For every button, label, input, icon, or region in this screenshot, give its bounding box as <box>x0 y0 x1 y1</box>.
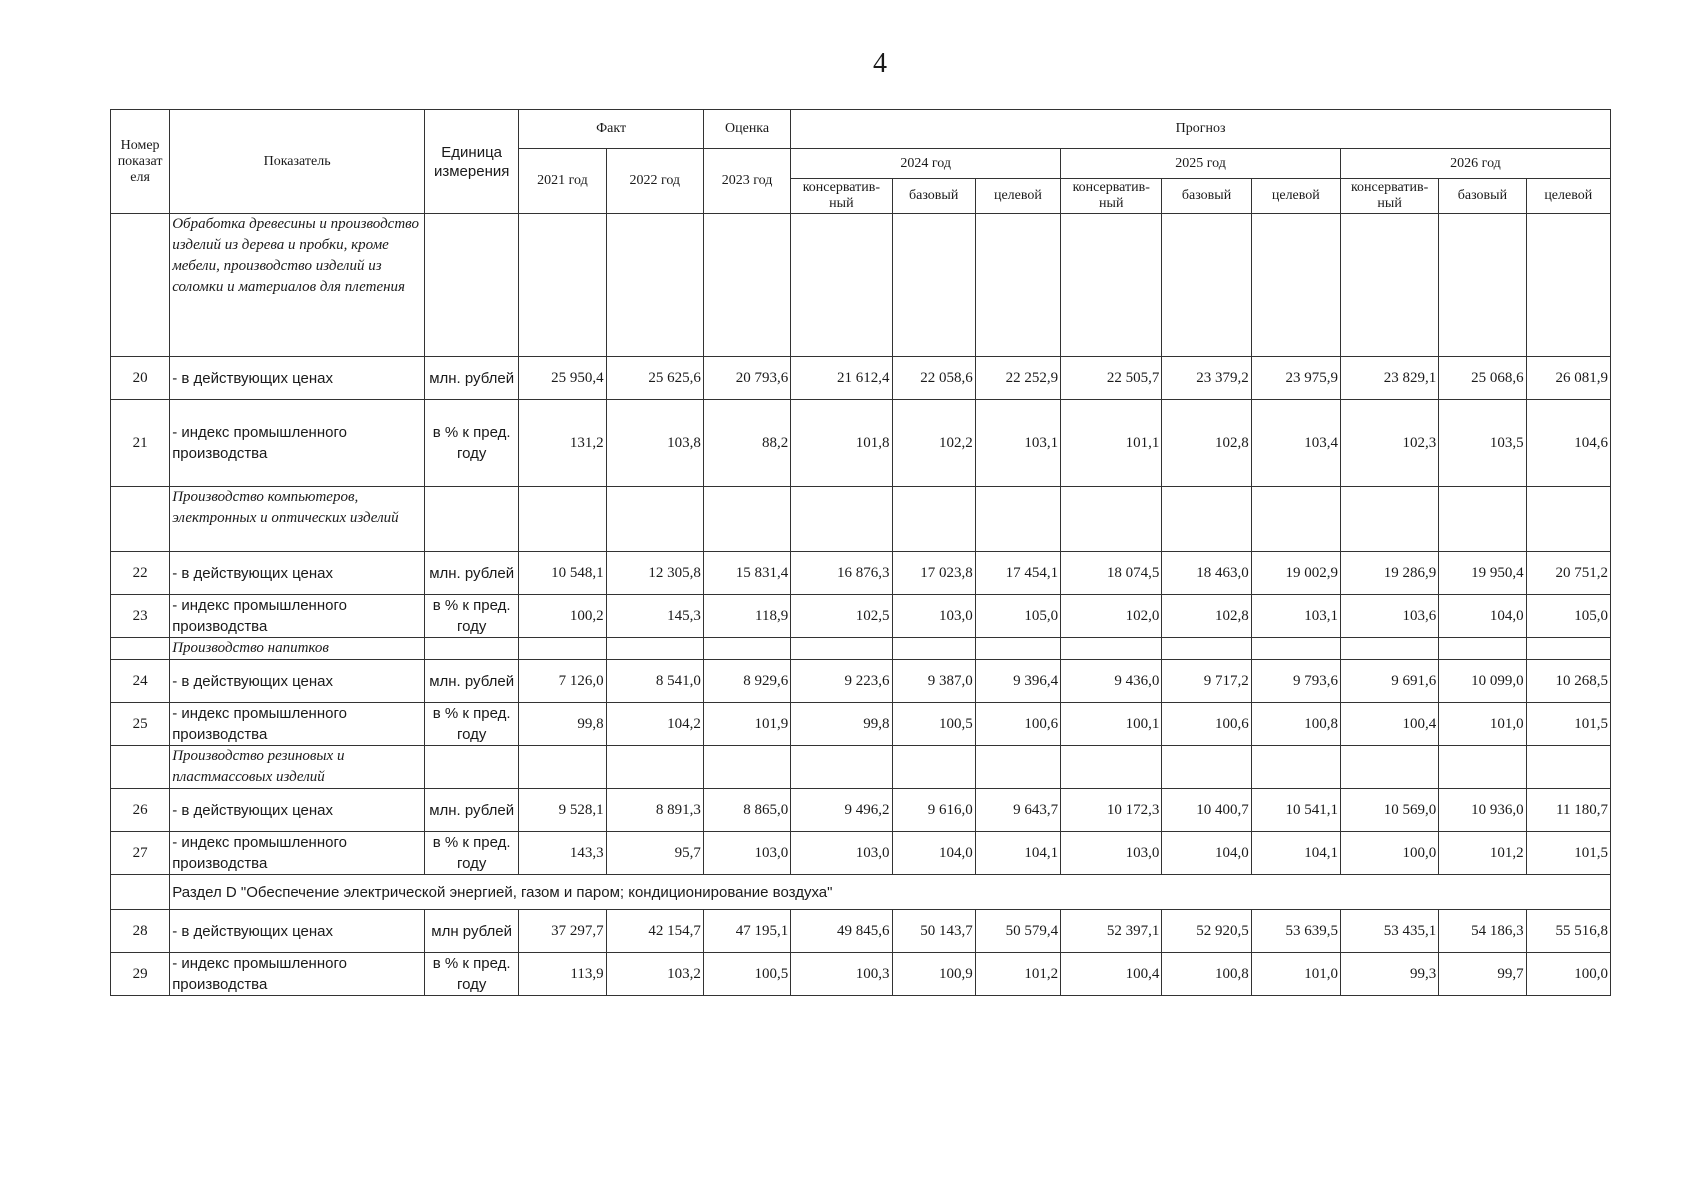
row-number-empty <box>111 487 170 552</box>
row-value: 50 143,7 <box>892 910 975 953</box>
row-value: 18 074,5 <box>1061 552 1162 595</box>
empty-cell <box>1439 214 1526 357</box>
row-value: 104,1 <box>1251 832 1340 875</box>
row-value: 47 195,1 <box>703 910 790 953</box>
empty-cell <box>1439 487 1526 552</box>
empty-cell <box>1340 487 1438 552</box>
row-value: 143,3 <box>519 832 606 875</box>
row-unit: в % к пред. году <box>425 400 519 487</box>
table-row <box>111 595 1611 638</box>
row-value: 10 172,3 <box>1061 789 1162 832</box>
row-number: 20 <box>111 357 170 400</box>
row-value: 9 528,1 <box>519 789 606 832</box>
empty-cell <box>1340 638 1438 660</box>
row-value: 25 950,4 <box>519 357 606 400</box>
row-value: 101,1 <box>1061 400 1162 487</box>
row-value: 9 436,0 <box>1061 660 1162 703</box>
row-value: 15 831,4 <box>703 552 790 595</box>
row-value: 100,4 <box>1340 703 1438 746</box>
row-unit: в % к пред. году <box>425 832 519 875</box>
row-unit: млн. рублей <box>425 789 519 832</box>
section-title-row <box>111 638 1611 660</box>
row-value: 10 400,7 <box>1162 789 1251 832</box>
row-value: 105,0 <box>975 595 1060 638</box>
section-title: Производство резиновых и пластмассовых изделий <box>170 746 425 789</box>
row-value: 49 845,6 <box>791 910 892 953</box>
row-value: 8 865,0 <box>703 789 790 832</box>
row-number: 27 <box>111 832 170 875</box>
empty-cell <box>975 638 1060 660</box>
row-value: 101,8 <box>791 400 892 487</box>
row-indicator: - в действующих ценах <box>170 910 425 953</box>
row-value: 102,0 <box>1061 595 1162 638</box>
empty-cell <box>1526 638 1610 660</box>
section-title: Производство компьютеров, электронных и оптических изделий <box>170 487 425 552</box>
row-value: 9 387,0 <box>892 660 975 703</box>
empty-cell <box>892 487 975 552</box>
empty-cell <box>1526 214 1610 357</box>
header-variant-target: целевой <box>1251 179 1340 214</box>
table-row <box>111 357 1611 400</box>
row-value: 100,9 <box>892 953 975 996</box>
empty-cell <box>791 638 892 660</box>
row-value: 55 516,8 <box>1526 910 1610 953</box>
empty-cell <box>703 746 790 789</box>
empty-cell <box>892 746 975 789</box>
header-indicator: Показатель <box>170 110 425 214</box>
row-indicator: - индекс промышленного производства <box>170 400 425 487</box>
empty-cell <box>703 487 790 552</box>
empty-cell <box>1340 746 1438 789</box>
empty-cell <box>1061 638 1162 660</box>
row-value: 103,8 <box>606 400 703 487</box>
row-value: 101,2 <box>975 953 1060 996</box>
table-row <box>111 703 1611 746</box>
row-value: 7 126,0 <box>519 660 606 703</box>
row-value: 22 505,7 <box>1061 357 1162 400</box>
empty-cell <box>1340 214 1438 357</box>
row-value: 99,8 <box>519 703 606 746</box>
header-variant-conservative: консерватив-ный <box>1340 179 1438 214</box>
empty-cell <box>519 487 606 552</box>
row-value: 100,5 <box>892 703 975 746</box>
empty-cell <box>1439 746 1526 789</box>
row-value: 145,3 <box>606 595 703 638</box>
row-value: 53 639,5 <box>1251 910 1340 953</box>
row-value: 22 252,9 <box>975 357 1060 400</box>
row-value: 9 793,6 <box>1251 660 1340 703</box>
row-number: 25 <box>111 703 170 746</box>
section-title: Производство напитков <box>170 638 425 660</box>
row-value: 37 297,7 <box>519 910 606 953</box>
empty-cell <box>791 746 892 789</box>
header-year-2025: 2025 год <box>1061 149 1341 179</box>
row-value: 42 154,7 <box>606 910 703 953</box>
row-value: 99,3 <box>1340 953 1438 996</box>
row-value: 20 793,6 <box>703 357 790 400</box>
row-value: 102,2 <box>892 400 975 487</box>
empty-cell <box>606 638 703 660</box>
empty-cell <box>703 214 790 357</box>
row-value: 102,3 <box>1340 400 1438 487</box>
header-estimate: Оценка <box>703 110 790 149</box>
section-title-row <box>111 487 1611 552</box>
row-indicator: - индекс промышленного производства <box>170 703 425 746</box>
empty-cell <box>1251 487 1340 552</box>
row-value: 16 876,3 <box>791 552 892 595</box>
row-value: 10 569,0 <box>1340 789 1438 832</box>
row-value: 105,0 <box>1526 595 1610 638</box>
row-value: 100,8 <box>1251 703 1340 746</box>
empty-cell <box>791 487 892 552</box>
row-value: 19 286,9 <box>1340 552 1438 595</box>
row-value: 11 180,7 <box>1526 789 1610 832</box>
page-number: 4 <box>873 48 887 79</box>
section-title-row <box>111 746 1611 789</box>
section-title: Обработка древесины и производство изделий из дерева и пробки, кроме мебели, производство изделий из соломки и материалов для плетения <box>170 214 425 357</box>
row-value: 101,9 <box>703 703 790 746</box>
row-value: 10 268,5 <box>1526 660 1610 703</box>
header-fact: Факт <box>519 110 704 149</box>
row-value: 103,1 <box>1251 595 1340 638</box>
table-row <box>111 953 1611 996</box>
empty-cell <box>606 487 703 552</box>
row-number: 24 <box>111 660 170 703</box>
row-value: 52 397,1 <box>1061 910 1162 953</box>
header-variant-base: базовый <box>1162 179 1251 214</box>
row-value: 104,2 <box>606 703 703 746</box>
row-indicator: - в действующих ценах <box>170 357 425 400</box>
row-number: 23 <box>111 595 170 638</box>
row-value: 9 643,7 <box>975 789 1060 832</box>
row-value: 99,8 <box>791 703 892 746</box>
row-value: 100,6 <box>1162 703 1251 746</box>
row-value: 103,0 <box>1061 832 1162 875</box>
row-value: 18 463,0 <box>1162 552 1251 595</box>
empty-cell <box>425 487 519 552</box>
row-value: 17 454,1 <box>975 552 1060 595</box>
row-unit: млн. рублей <box>425 357 519 400</box>
row-value: 101,5 <box>1526 832 1610 875</box>
empty-cell <box>606 214 703 357</box>
empty-cell <box>425 746 519 789</box>
row-value: 23 379,2 <box>1162 357 1251 400</box>
row-value: 19 002,9 <box>1251 552 1340 595</box>
empty-cell <box>892 214 975 357</box>
row-number: 21 <box>111 400 170 487</box>
row-value: 104,0 <box>1439 595 1526 638</box>
row-value: 8 929,6 <box>703 660 790 703</box>
row-indicator: - в действующих ценах <box>170 552 425 595</box>
row-unit: млн. рублей <box>425 660 519 703</box>
row-value: 104,0 <box>892 832 975 875</box>
header-year-2024: 2024 год <box>791 149 1061 179</box>
table-row <box>111 910 1611 953</box>
header-variant-target: целевой <box>975 179 1060 214</box>
row-value: 10 541,1 <box>1251 789 1340 832</box>
row-value: 103,0 <box>892 595 975 638</box>
header-unit: Единица измерения <box>425 110 519 214</box>
row-number-empty <box>111 214 170 357</box>
row-value: 8 891,3 <box>606 789 703 832</box>
row-unit: млн. рублей <box>425 552 519 595</box>
header-variant-conservative: консерватив-ный <box>1061 179 1162 214</box>
row-value: 100,0 <box>1526 953 1610 996</box>
row-value: 88,2 <box>703 400 790 487</box>
row-number: 28 <box>111 910 170 953</box>
empty-cell <box>1162 487 1251 552</box>
row-number: 29 <box>111 953 170 996</box>
empty-cell <box>791 214 892 357</box>
row-value: 20 751,2 <box>1526 552 1610 595</box>
table-header <box>111 110 1611 214</box>
empty-cell <box>1251 214 1340 357</box>
empty-cell <box>1526 746 1610 789</box>
row-value: 131,2 <box>519 400 606 487</box>
row-unit: в % к пред. году <box>425 703 519 746</box>
empty-cell <box>519 214 606 357</box>
row-value: 101,0 <box>1251 953 1340 996</box>
empty-cell <box>1162 638 1251 660</box>
section-title: Раздел D "Обеспечение электрической энергией, газом и паром; кондиционирование воздуха" <box>170 875 1611 910</box>
row-value: 102,8 <box>1162 400 1251 487</box>
empty-cell <box>1439 638 1526 660</box>
row-value: 100,4 <box>1061 953 1162 996</box>
empty-cell <box>1251 746 1340 789</box>
empty-cell <box>1061 487 1162 552</box>
row-indicator: - в действующих ценах <box>170 789 425 832</box>
row-value: 25 068,6 <box>1439 357 1526 400</box>
row-value: 54 186,3 <box>1439 910 1526 953</box>
row-value: 22 058,6 <box>892 357 975 400</box>
row-value: 113,9 <box>519 953 606 996</box>
header-year-2026: 2026 год <box>1340 149 1610 179</box>
row-value: 104,0 <box>1162 832 1251 875</box>
row-value: 52 920,5 <box>1162 910 1251 953</box>
row-value: 53 435,1 <box>1340 910 1438 953</box>
table-row <box>111 400 1611 487</box>
empty-cell <box>1251 638 1340 660</box>
row-value: 102,5 <box>791 595 892 638</box>
header-variant-base: базовый <box>1439 179 1526 214</box>
table-body <box>111 214 1611 996</box>
section-title-row <box>111 214 1611 357</box>
table-row <box>111 832 1611 875</box>
row-value: 50 579,4 <box>975 910 1060 953</box>
empty-cell <box>1526 487 1610 552</box>
empty-cell <box>892 638 975 660</box>
row-value: 23 829,1 <box>1340 357 1438 400</box>
row-value: 102,8 <box>1162 595 1251 638</box>
row-value: 8 541,0 <box>606 660 703 703</box>
header-number: Номер показат еля <box>111 110 170 214</box>
row-unit: в % к пред. году <box>425 953 519 996</box>
row-value: 9 223,6 <box>791 660 892 703</box>
row-value: 100,5 <box>703 953 790 996</box>
empty-cell <box>975 487 1060 552</box>
row-indicator: - индекс промышленного производства <box>170 953 425 996</box>
empty-cell <box>425 214 519 357</box>
table-row <box>111 552 1611 595</box>
header-year-2021: 2021 год <box>519 149 606 214</box>
row-value: 103,2 <box>606 953 703 996</box>
table-row <box>111 660 1611 703</box>
row-value: 10 548,1 <box>519 552 606 595</box>
table-row <box>111 789 1611 832</box>
section-title-row <box>111 875 1611 910</box>
empty-cell <box>703 638 790 660</box>
forecast-table <box>110 109 1611 996</box>
row-value: 103,4 <box>1251 400 1340 487</box>
row-value: 9 496,2 <box>791 789 892 832</box>
row-value: 101,0 <box>1439 703 1526 746</box>
row-value: 101,5 <box>1526 703 1610 746</box>
row-indicator: - индекс промышленного производства <box>170 832 425 875</box>
row-value: 103,6 <box>1340 595 1438 638</box>
row-indicator: - индекс промышленного производства <box>170 595 425 638</box>
row-value: 118,9 <box>703 595 790 638</box>
row-number-empty <box>111 746 170 789</box>
empty-cell <box>1061 746 1162 789</box>
row-value: 9 691,6 <box>1340 660 1438 703</box>
header-year-2023: 2023 год <box>703 149 790 214</box>
row-value: 103,1 <box>975 400 1060 487</box>
row-unit: млн рублей <box>425 910 519 953</box>
empty-cell <box>975 214 1060 357</box>
row-value: 100,3 <box>791 953 892 996</box>
row-indicator: - в действующих ценах <box>170 660 425 703</box>
row-value: 100,8 <box>1162 953 1251 996</box>
row-value: 103,0 <box>703 832 790 875</box>
empty-cell <box>1061 214 1162 357</box>
row-value: 100,6 <box>975 703 1060 746</box>
row-value: 100,1 <box>1061 703 1162 746</box>
row-value: 23 975,9 <box>1251 357 1340 400</box>
empty-cell <box>519 638 606 660</box>
empty-cell <box>519 746 606 789</box>
row-value: 100,0 <box>1340 832 1438 875</box>
row-value: 95,7 <box>606 832 703 875</box>
empty-cell <box>1162 214 1251 357</box>
row-value: 100,2 <box>519 595 606 638</box>
row-value: 104,6 <box>1526 400 1610 487</box>
empty-cell <box>1162 746 1251 789</box>
empty-cell <box>975 746 1060 789</box>
row-value: 10 099,0 <box>1439 660 1526 703</box>
empty-cell <box>425 638 519 660</box>
row-value: 26 081,9 <box>1526 357 1610 400</box>
row-number-empty <box>111 875 170 910</box>
row-value: 9 396,4 <box>975 660 1060 703</box>
row-value: 21 612,4 <box>791 357 892 400</box>
header-forecast: Прогноз <box>791 110 1611 149</box>
row-value: 19 950,4 <box>1439 552 1526 595</box>
row-value: 12 305,8 <box>606 552 703 595</box>
header-year-2022: 2022 год <box>606 149 703 214</box>
header-variant-conservative: консерватив-ный <box>791 179 892 214</box>
row-value: 99,7 <box>1439 953 1526 996</box>
empty-cell <box>606 746 703 789</box>
header-variant-target: целевой <box>1526 179 1610 214</box>
row-number: 22 <box>111 552 170 595</box>
row-value: 104,1 <box>975 832 1060 875</box>
row-value: 103,0 <box>791 832 892 875</box>
row-number: 26 <box>111 789 170 832</box>
row-value: 101,2 <box>1439 832 1526 875</box>
row-value: 10 936,0 <box>1439 789 1526 832</box>
row-number-empty <box>111 638 170 660</box>
row-value: 17 023,8 <box>892 552 975 595</box>
row-unit: в % к пред. году <box>425 595 519 638</box>
row-value: 9 616,0 <box>892 789 975 832</box>
header-variant-base: базовый <box>892 179 975 214</box>
row-value: 9 717,2 <box>1162 660 1251 703</box>
row-value: 103,5 <box>1439 400 1526 487</box>
row-value: 25 625,6 <box>606 357 703 400</box>
